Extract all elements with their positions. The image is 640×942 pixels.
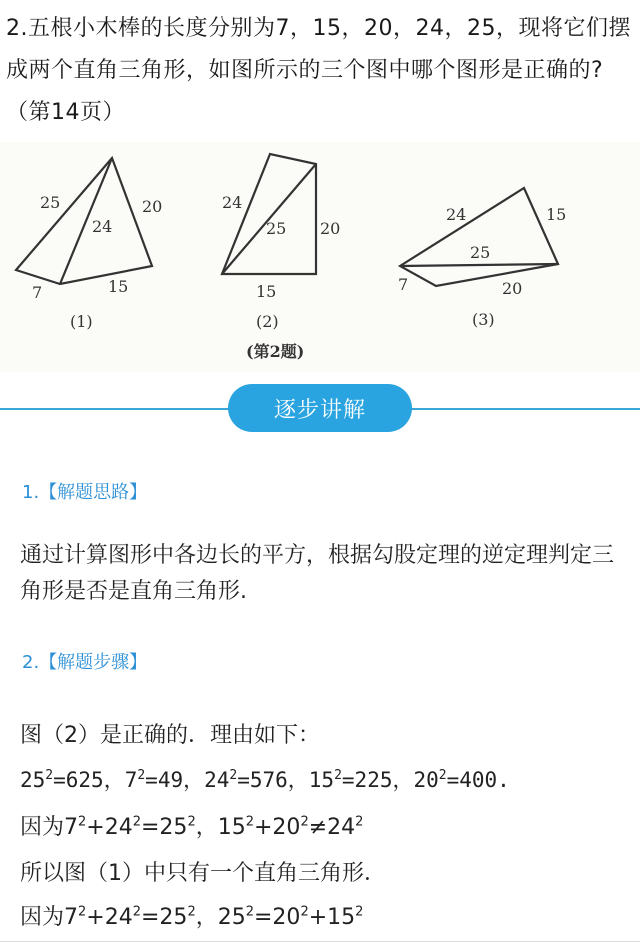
section1-text: 通过计算图形中各边长的平方，根据勾股定理的逆定理判定三角形是否是直角三角形.: [20, 543, 615, 604]
fig2-caption: (2): [256, 312, 279, 331]
fig2-label-15: 15: [256, 282, 277, 301]
fig3-label-20: 20: [502, 279, 523, 298]
fig3-label-25: 25: [470, 243, 491, 262]
fig3-label-24: 24: [446, 205, 467, 224]
fig3-label-15: 15: [546, 205, 567, 224]
fig3-caption: (3): [472, 310, 495, 329]
fig1-label-25: 25: [40, 193, 61, 212]
step-line-1: 图（2）是正确的．理由如下：: [20, 723, 320, 748]
section1-heading: 1.【解题思路】: [22, 482, 148, 503]
fig1-label-7: 7: [32, 283, 43, 302]
step-line-4: 所以图（1）中只有一个直角三角形．: [20, 861, 386, 886]
fig3-label-7: 7: [398, 275, 409, 294]
question-text: 2.五根小木棒的长度分别为7，15，20，24，25，现将它们摆成两个直角三角形，如图所示的三个图中哪个图形是正确的?（第14页）: [6, 16, 631, 125]
step-line-5: 因为$7^2+24^2=25^2$，$25^2=20^2+15^2$: [20, 904, 364, 930]
step-explain-button[interactable]: 逐步讲解: [228, 384, 412, 432]
problem-caption: (第2题): [246, 342, 305, 361]
fig2-label-25: 25: [266, 219, 287, 238]
section2-heading: 2.【解题步骤】: [22, 652, 148, 673]
step-line-3: 因为$7^2+24^2=25^2$，$15^2+20^2\ne 24^2$: [20, 814, 364, 840]
triangle-figures: [0, 142, 640, 372]
step-line-2: $25^2=625$，$7^2=49$，$24^2=576$，$15^2=225$，$20^2=400$.: [20, 768, 510, 792]
fig2-label-24: 24: [222, 193, 243, 212]
fig2-label-20: 20: [320, 219, 341, 238]
fig1-label-20: 20: [142, 197, 163, 216]
fig1-label-15: 15: [108, 277, 129, 296]
fig1-label-24: 24: [92, 217, 113, 236]
fig1-caption: (1): [70, 312, 93, 331]
